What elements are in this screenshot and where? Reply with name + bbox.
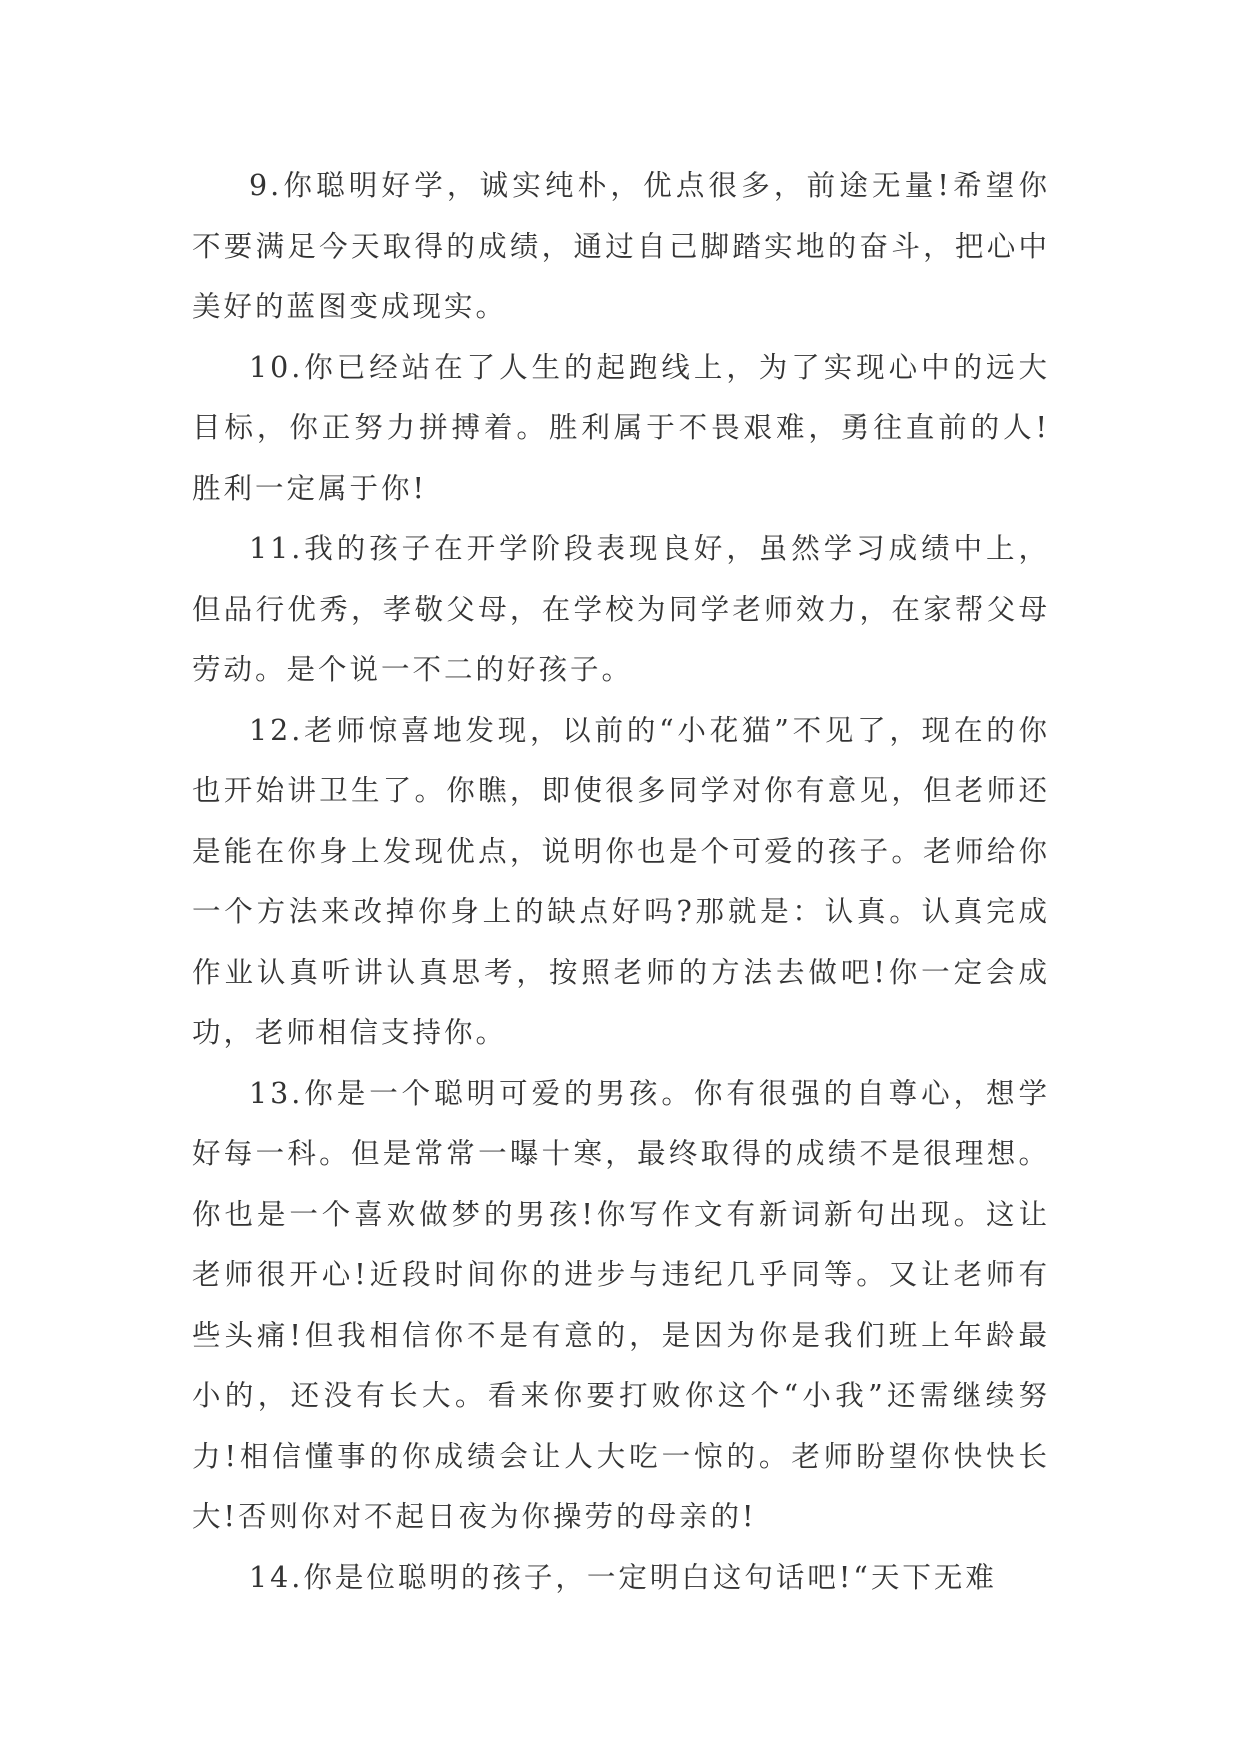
paragraph-10: 10.你已经站在了人生的起跑线上，为了实现心中的远大目标，你正努力拼搏着。胜利属于不畏艰难，勇往直前的人!胜利一定属于你! xyxy=(192,350,1050,505)
paragraph-11: 11.我的孩子在开学阶段表现良好，虽然学习成绩中上，但品行优秀，孝敬父母，在学校为同学老师效力，在家帮父母劳动。是个说一不二的好孩子。 xyxy=(192,532,1050,686)
paragraph-13: 13.你是一个聪明可爱的男孩。你有很强的自尊心，想学好每一科。但是常常一曝十寒，最终取得的成绩不是很理想。你也是一个喜欢做梦的男孩!你写作文有新词新句出现。这让老师很开心!近段时间你的进步与违纪几乎同等。又让老师有些头痛!但我相信你不是有意的，是因为你是我们班上年龄最小的，还没有长大。看来你要打败你这个“小我”还需继续努力!相信懂事的你成绩会让人大吃一惊的。老师盼望你快快长大!否则你对不起日夜为你操劳的母亲的! xyxy=(192,1076,1050,1533)
document-body xyxy=(192,156,1050,1608)
paragraph-14: 14.你是位聪明的孩子，一定明白这句话吧!“天下无难 xyxy=(249,1560,997,1594)
paragraph-9: 9.你聪明好学，诚实纯朴，优点很多，前途无量!希望你不要满足今天取得的成绩，通过自己脚踏实地的奋斗，把心中美好的蓝图变成现实。 xyxy=(192,169,1050,323)
paragraph-12: 12.老师惊喜地发现，以前的“小花猫”不见了，现在的你也开始讲卫生了。你瞧，即使很多同学对你有意见，但老师还是能在你身上发现优点，说明你也是个可爱的孩子。老师给你一个方法来改掉你身上的缺点好吗?那就是：认真。认真完成作业认真听讲认真思考，按照老师的方法去做吧!你一定会成功，老师相信支持你。 xyxy=(192,713,1050,1049)
